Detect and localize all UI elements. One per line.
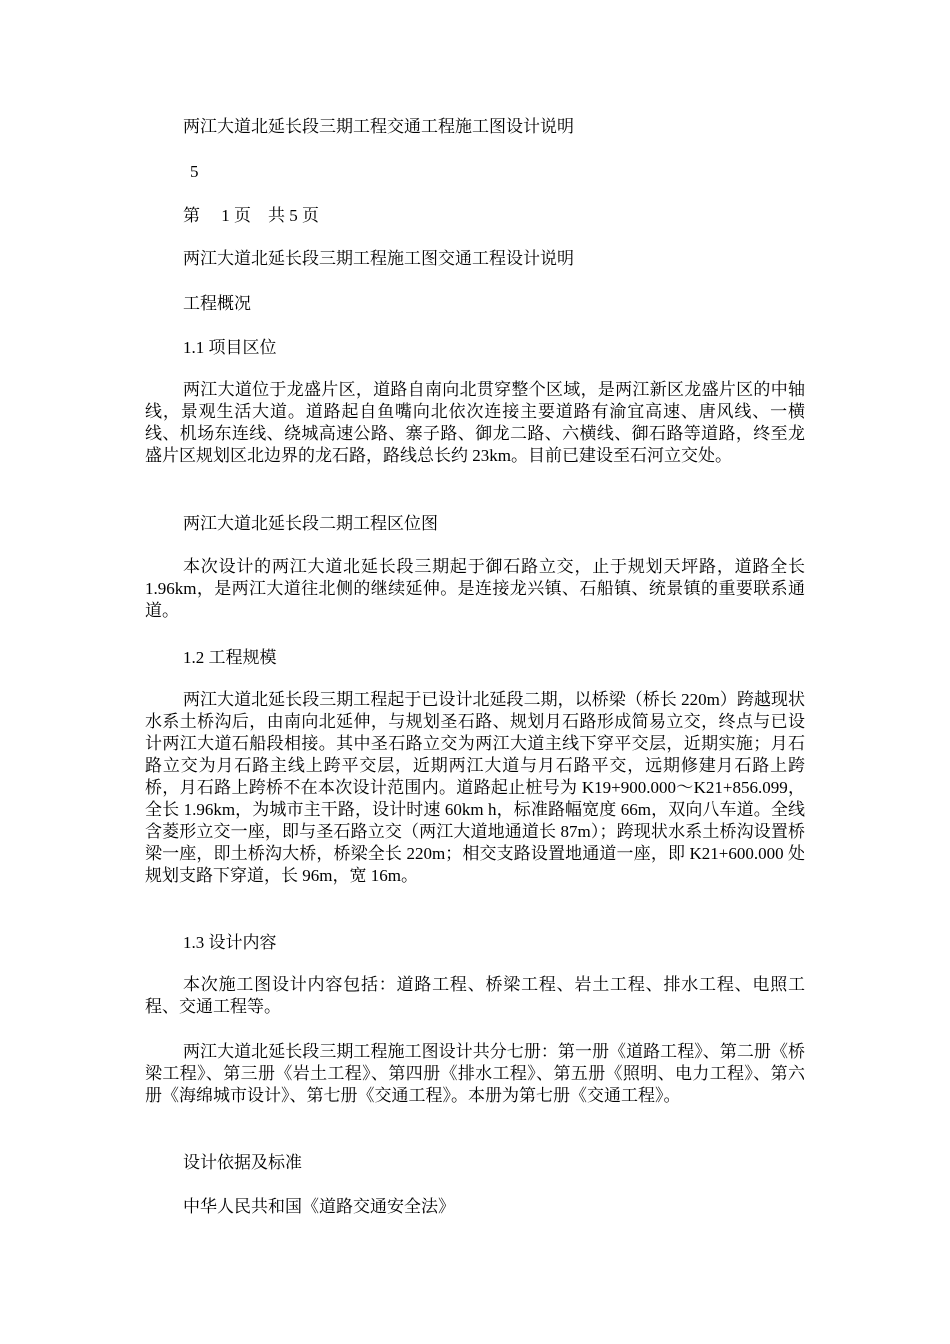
main-title: 两江大道北延长段三期工程施工图交通工程设计说明	[183, 249, 574, 268]
heading-1-2: 1.2 工程规模	[183, 648, 277, 667]
basis-item: 中华人民共和国《道路交通安全法》	[183, 1197, 455, 1216]
heading-1-3: 1.3 设计内容	[183, 933, 277, 952]
paragraph-scale: 两江大道北延长段三期工程起于已设计北延段二期，以桥梁（桥长 220m）跨越现状水系土桥沟后，由南向北延伸，与规划圣石路、规划月石路形成简易立交，终点与已设计两江大道石船段相接。其中圣石路立交为两江大道主线下穿平交层，近期实施；月石路立交为月石路主线上跨平交层，近期两江大道与月石路平交，远期修建月石路上跨桥，月石路上跨桥不在本次设计范围内。道路起止桩号为 K19+900.000～K21+856.099，全长 1.96km，为城市主干路，设计时速 60km h，标准路幅宽度 66m，双向八车道。全线含菱形立交一座，即与圣石路立交（两江大道地通道长 87m）；跨现状水系土桥沟设置桥梁一座，即土桥沟大桥，桥梁全长 220m；相交支路设置地通道一座，即 K21+600.000 处规划支路下穿道，长 96m，宽 16m。	[145, 690, 805, 885]
paragraph-scope: 本次设计的两江大道北延长段三期起于御石路立交，止于规划天坪路，道路全长 1.96km，是两江大道往北侧的继续延伸。是连接龙兴镇、石船镇、统景镇的重要联系通道。	[145, 557, 805, 620]
paragraph-volumes: 两江大道北延长段三期工程施工图设计共分七册：第一册《道路工程》、第二册《桥梁工程》、第三册《岩土工程》、第四册《排水工程》、第五册《照明、电力工程》、第六册《海绵城市设计》、第七册《交通工程》。本册为第七册《交通工程》。	[145, 1042, 805, 1105]
doc-title: 两江大道北延长段三期工程交通工程施工图设计说明	[183, 117, 574, 136]
paragraph-location: 两江大道位于龙盛片区，道路自南向北贯穿整个区域，是两江新区龙盛片区的中轴线，景观生活大道。道路起自鱼嘴向北依次连接主要道路有渝宜高速、唐风线、一横线、机场东连线、绕城高速公路、寨子路、御龙二路、六横线、御石路等道路，终至龙盛片区规划区北边界的龙石路，路线总长约 23km。目前已建设至石河立交处。	[145, 380, 805, 465]
section-heading-basis: 设计依据及标准	[183, 1153, 302, 1172]
page-info: 第 1 页 共 5 页	[183, 206, 319, 225]
section-heading-overview: 工程概况	[183, 294, 251, 313]
paragraph-design-content: 本次施工图设计内容包括：道路工程、桥梁工程、岩土工程、排水工程、电照工程、交通工程等。	[145, 975, 805, 1016]
page-number: 5	[190, 162, 199, 181]
figure-caption: 两江大道北延长段二期工程区位图	[183, 514, 438, 533]
heading-1-1: 1.1 项目区位	[183, 338, 277, 357]
